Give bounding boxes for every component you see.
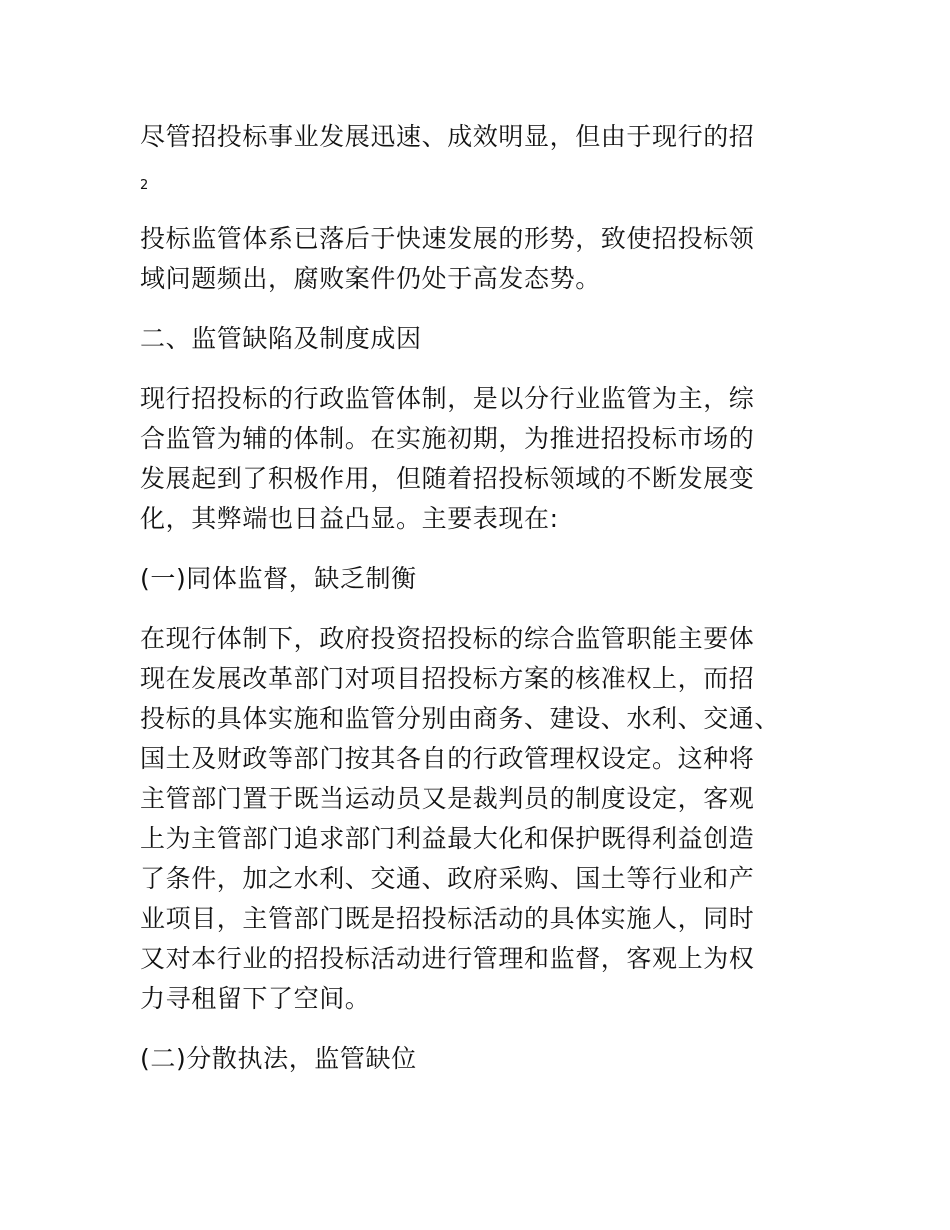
subsection-heading: (二)分散执法，监管缺位 — [140, 1044, 417, 1073]
paragraph-line: 业项目，主管部门既是招投标活动的具体实施人，同时 — [140, 904, 755, 933]
paragraph-line: 化，其弊端也日益凸显。主要表现在: — [140, 504, 559, 533]
paragraph-line: 在现行体制下，政府投资招投标的综合监管职能主要体 — [140, 624, 755, 653]
paragraph-line: 现在发展改革部门对项目招投标方案的核准权上，而招 — [140, 664, 755, 693]
page-number: 2 — [140, 178, 149, 193]
paragraph-line: 合监管为辅的体制。在实施初期，为推进招投标市场的 — [140, 424, 755, 453]
paragraph-line: 投标监管体系已落后于快速发展的形势，致使招投标领 — [140, 224, 755, 253]
paragraph-line: 发展起到了积极作用，但随着招投标领域的不断发展变 — [140, 464, 755, 493]
paragraph-line: 投标的具体实施和监管分别由商务、建设、水利、交通、 — [140, 704, 781, 733]
paragraph-line: 上为主管部门追求部门利益最大化和保护既得利益创造 — [140, 824, 755, 853]
paragraph-line: 国土及财政等部门按其各自的行政管理权设定。这种将 — [140, 744, 755, 773]
section-heading: 二、监管缺陷及制度成因 — [140, 324, 422, 353]
paragraph-line: 力寻租留下了空间。 — [140, 984, 371, 1013]
paragraph-line: 现行招投标的行政监管体制，是以分行业监管为主，综 — [140, 384, 755, 413]
paragraph-line: 尽管招投标事业发展迅速、成效明显，但由于现行的招 — [140, 122, 755, 151]
paragraph-line: 了条件，加之水利、交通、政府采购、国土等行业和产 — [140, 864, 755, 893]
paragraph-line: 又对本行业的招投标活动进行管理和监督，客观上为权 — [140, 944, 755, 973]
paragraph-line: 域问题频出，腐败案件仍处于高发态势。 — [140, 264, 601, 293]
subsection-heading: (一)同体监督，缺乏制衡 — [140, 564, 417, 593]
paragraph-line: 主管部门置于既当运动员又是裁判员的制度设定，客观 — [140, 784, 755, 813]
